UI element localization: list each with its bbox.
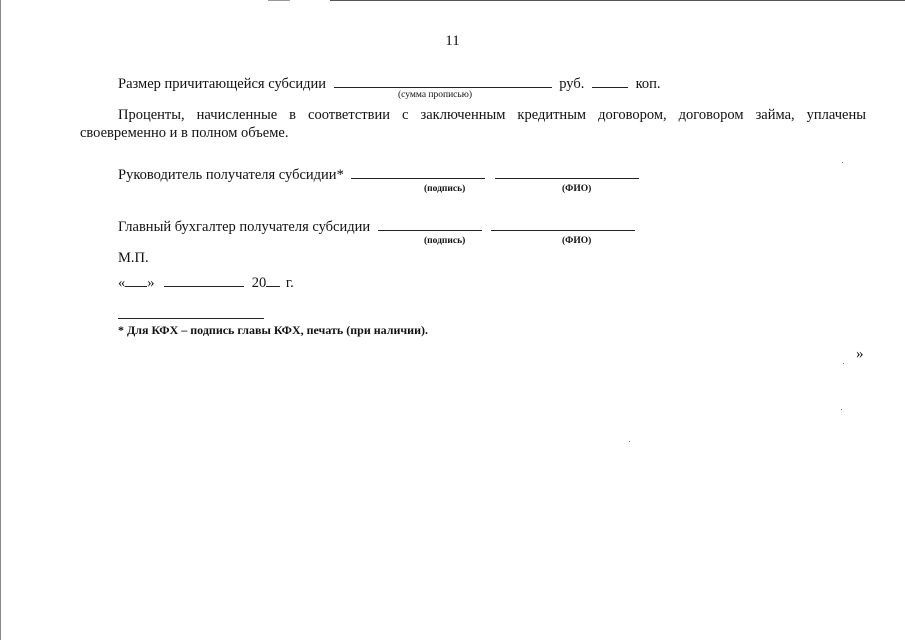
trailing-close-quote: » — [856, 346, 864, 362]
head-name-field[interactable] — [495, 164, 639, 179]
amount-in-words-caption: (сумма прописью) — [398, 90, 472, 100]
accountant-name-field[interactable] — [491, 216, 635, 231]
date-year-prefix: 20 — [251, 275, 267, 291]
scan-edge-left — [0, 0, 1, 640]
interest-paragraph — [80, 106, 866, 142]
head-signature-field[interactable] — [351, 164, 485, 179]
footnote: * Для КФХ – подпись главы КФХ, печать (при наличии). — [118, 323, 429, 337]
subsidy-amount-line — [118, 73, 661, 93]
scan-speck — [841, 409, 842, 410]
accountant-signature-line — [118, 216, 635, 236]
page-number: 11 — [445, 33, 460, 49]
head-signature-caption: (подпись) — [424, 184, 466, 194]
date-open-quote: « — [118, 275, 126, 291]
head-name-caption: (ФИО) — [562, 184, 592, 194]
interest-paragraph-line-1: Проценты, начисленные в соответствии с заключенным кредитным договором, договором займа, уплачены — [118, 107, 866, 123]
subsidy-amount-label: Размер причитающейся субсидии — [118, 76, 326, 92]
accountant-signature-caption: (подпись) — [424, 236, 466, 246]
footnote-rule — [118, 318, 264, 319]
date-year-suffix: г. — [285, 275, 294, 291]
scan-speck — [842, 162, 843, 163]
head-signature-label: Руководитель получателя субсидии* — [118, 167, 344, 183]
scan-speck — [629, 441, 630, 442]
seal-label: М.П. — [118, 250, 149, 266]
head-signature-line — [118, 164, 639, 184]
accountant-signature-label: Главный бухгалтер получателя субсидии — [118, 219, 371, 235]
subsidy-amount-field[interactable] — [334, 73, 552, 88]
date-close-quote: » — [147, 275, 155, 291]
accountant-name-caption: (ФИО) — [562, 236, 592, 246]
kop-label: коп. — [635, 76, 661, 92]
kop-field[interactable] — [592, 73, 628, 88]
scan-edge-top-short — [268, 0, 290, 1]
date-line — [118, 272, 294, 292]
accountant-signature-field[interactable] — [378, 216, 482, 231]
date-day-field[interactable] — [125, 272, 147, 287]
rub-label: руб. — [559, 76, 585, 92]
scan-speck — [843, 363, 844, 364]
interest-paragraph-line-2: своевременно и в полном объеме. — [80, 125, 289, 141]
date-month-field[interactable] — [164, 272, 244, 287]
date-year-field[interactable] — [266, 272, 280, 287]
scan-edge-top — [330, 0, 905, 1]
